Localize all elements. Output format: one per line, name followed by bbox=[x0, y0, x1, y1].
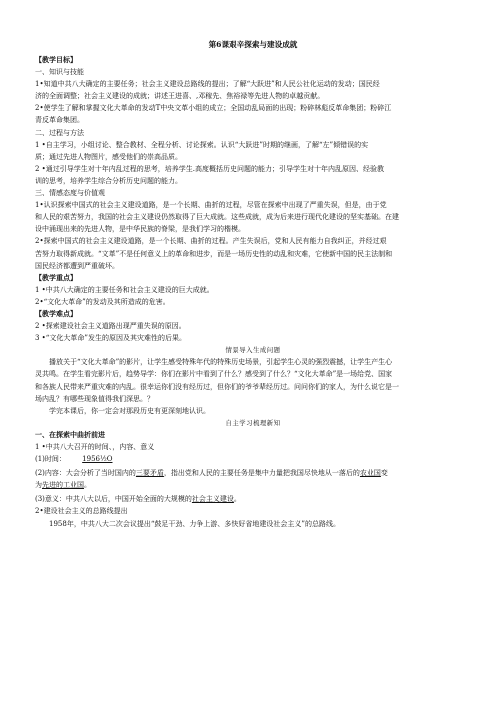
key-point-item: 1 •中共八大确定的主要任务和社会主义建设的巨大成就。 bbox=[35, 285, 214, 294]
answer-blank: 农业国 bbox=[359, 469, 381, 478]
heading-exploration: 一、在探索中曲折前进 bbox=[35, 429, 105, 439]
list-item: 2•建设社会主义的总路线提出 bbox=[35, 507, 128, 516]
document-page bbox=[35, 40, 471, 530]
paragraph-text: 质；通过先进人物图片，感受他们的崇高品质。 bbox=[35, 152, 182, 161]
difficulty-item: 3 •“文化大革命”发生的原因及其灾难性的后果。 bbox=[35, 334, 186, 343]
paragraph-text: 1 •自主学习，小组讨论、整合教材、全程分析、讨论探索。认识“大跃进”时期的继画，了解“左”倾错误的实 bbox=[35, 140, 369, 149]
paragraph-text: 2 •通过引导学生对十年内乱过程的思考，培养学生.高度概括历史问题的能力；引导学生对十年内乱原因、经验教 bbox=[35, 164, 385, 173]
paragraph-text: 1•认识探索中国式的社会主义建设道路，是一个长期、曲折的过程，尽管在探索中出现了严重失误，但是，由于党 bbox=[35, 201, 387, 210]
text-span: ，指出党和人民的主要任务是集中力量把我国尽快地从一落后的 bbox=[163, 469, 360, 478]
section-header-key-points: 【教学重点】 bbox=[35, 272, 77, 282]
answer-blank: 先进的工业国 bbox=[42, 481, 84, 490]
page-title: 第6课艰辛探索与建设成就 bbox=[208, 40, 298, 49]
paragraph-text: 青反革命集团。 bbox=[35, 116, 84, 125]
field-label: (1)时间： bbox=[35, 455, 66, 464]
paragraph-text: 2•探索中国式的社会主义建设道路，是一个长期、曲折的过程。产生失误后，党和人民有能力自我纠正，并经过艰 bbox=[35, 237, 387, 246]
subsection-values: 三、情感态度与价值观 bbox=[35, 189, 105, 198]
list-item bbox=[35, 453, 471, 465]
paragraph-text: 设中涌现出来的先进人物，是中华民族的脊梁，是我们学习的楷模。 bbox=[35, 225, 245, 234]
paragraph-text: 济的全面调整；社会主义建设的成就；讲述王进喜、,邓稼先、焦裕禄等先进人物的卓越贡献。 bbox=[35, 92, 325, 101]
answer-blank: 1956½O bbox=[82, 455, 113, 464]
text-span: 。 bbox=[233, 495, 241, 504]
paragraph-text: 和人民的艰苦努力，我国的社会主义建设仍然取得了巨大成就。这些成就，成为后来进行现代化建设的坚实基础。在建 bbox=[35, 213, 399, 222]
paragraph-text: 学完本课后，你一定会对那段历史有更深刻地认识。 bbox=[49, 406, 210, 415]
paragraph-text: 训的思考，培养学生综合分析历史问题的能力。 bbox=[35, 176, 182, 185]
answer-blank: 社会主义建设 bbox=[191, 495, 234, 504]
section-header-study: 自主学习梳理新知 bbox=[225, 418, 281, 427]
list-item bbox=[35, 493, 471, 505]
paragraph-text: 国民经济都遭到严重破坏。 bbox=[35, 261, 119, 270]
paragraph-text: 1958年，中共八大二次会议提出“鼓足干劲、力争上游、多快好省地建设社会主义”的总路线。 bbox=[49, 519, 340, 528]
text-span: 变 bbox=[380, 469, 388, 478]
text-span: (2)内容：大会分析了当时国内的 bbox=[35, 469, 136, 478]
text-span: 。 bbox=[84, 481, 91, 490]
subsection-knowledge: 一、知识与技能 bbox=[35, 68, 84, 77]
section-header-goals: 【教学目标】 bbox=[35, 55, 77, 64]
paragraph-text: 1•知道中共八大确定的主要任务；社会主义建设总路线的提出；了解“大跃进”和人民公社化运动的发动；国民经 bbox=[35, 80, 380, 89]
paragraph-text: 灵共鸣。在学生看完影片后，趋势导学：你们在影片中看到了什么？感受到了什么？“文化大革命”是一场给党、国家 bbox=[35, 370, 393, 379]
text-span: 为 bbox=[35, 481, 42, 490]
key-point-item: 2•“文化大革命”的发动及其所造成的危害。 bbox=[35, 297, 170, 306]
paragraph-text: 场内乱？有哪些现象值得我们深思。？ bbox=[35, 394, 154, 403]
section-header-difficulties: 【教学难点】 bbox=[35, 308, 77, 318]
text-span: (3)意义：中共八大以后，中国开始全面的大规模的 bbox=[35, 495, 192, 504]
paragraph-text: 苦努力取得新成就。“文革”不是任何意义上的革命和进步，而是一场历史性的动乱和灾难，它使新中国的民主法制和 bbox=[35, 249, 393, 258]
list-item bbox=[35, 479, 471, 491]
paragraph-text: 播放关于“文化大革命”的影片，让学生感受特殊年代的特殊历史场景，引起学生心灵的强烈震撼，让学生产生心 bbox=[49, 358, 393, 367]
section-header-intro: 情景导入生成问题 bbox=[225, 346, 281, 355]
paragraph-text: 2•使学生了解和掌握文化大革命的发动T中央文革小组的成立；全国动乱局面的出现；粉碎林彪反革命集团；粉碎江 bbox=[35, 104, 392, 113]
list-item: 1 •中共八大召开的时间、，内容、意义 bbox=[35, 443, 155, 451]
paragraph-text: 和各族人民带来严重灾难的内乱。很幸运你们没有经历过，但你们的爷爷辈经历过。问问你们的家人，为什么说它是一 bbox=[35, 382, 399, 391]
list-item bbox=[35, 467, 471, 479]
difficulty-item: 2 •探索建设社会主义道路出现严重失误的原因。 bbox=[35, 322, 186, 331]
subsection-process: 二、过程与方法 bbox=[35, 128, 84, 137]
answer-blank: 三要矛盾 bbox=[135, 469, 164, 478]
